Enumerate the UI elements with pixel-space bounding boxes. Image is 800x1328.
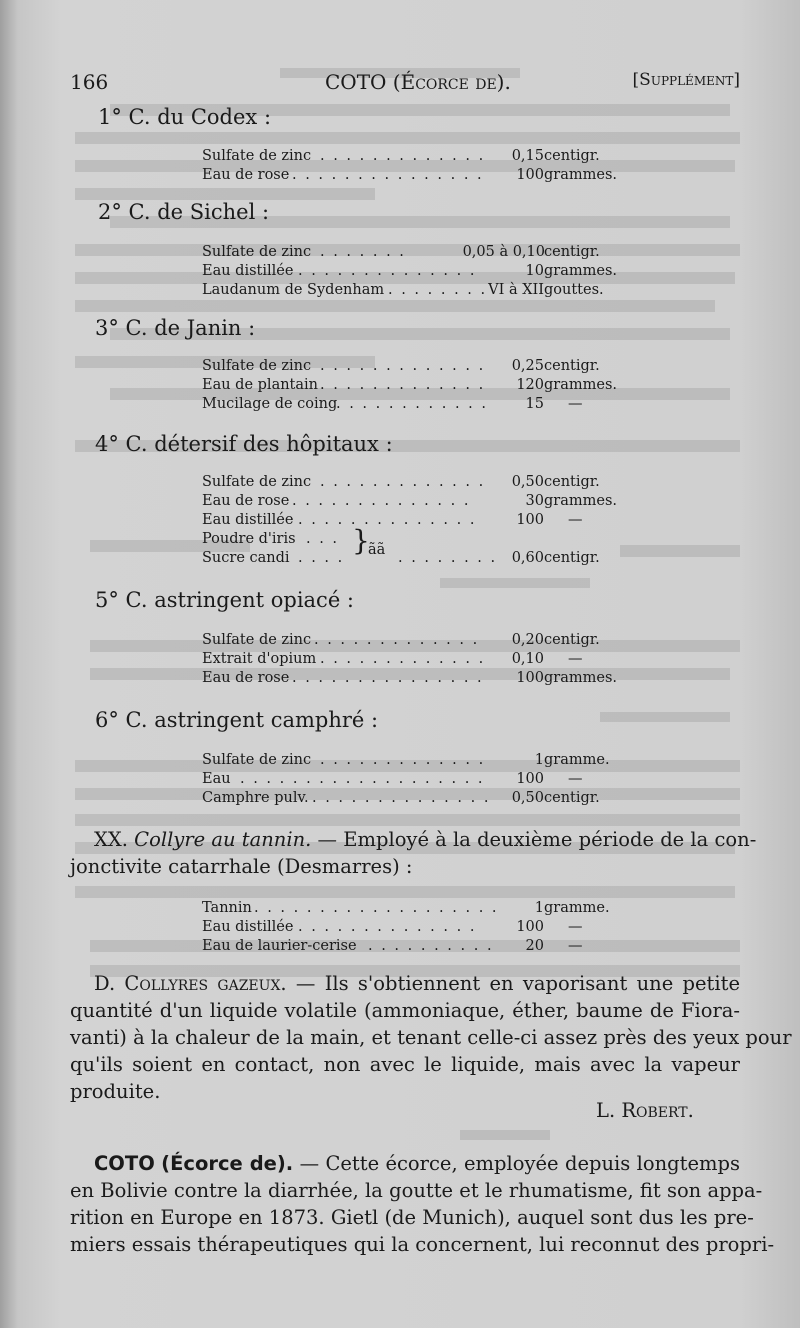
ingredient-qty: 100 <box>516 167 544 183</box>
recipe-row <box>202 166 622 185</box>
recipe-row <box>202 281 642 300</box>
recipe-xx <box>202 899 642 956</box>
ingredient-qty: 0,10 <box>511 651 544 667</box>
ingredient-unit: gramme. <box>544 900 610 916</box>
header-section: [Supplément] <box>632 70 740 90</box>
ingredient-name: Eau distillée <box>202 263 294 279</box>
ingredient-qty: 0,60 <box>511 550 544 566</box>
paragraph-line <box>70 970 740 997</box>
leader-dots: . . . . . . . . . . . . . . . <box>292 670 484 686</box>
ingredient-name: Sucre candi <box>202 550 290 566</box>
leader-dots: . . . . . . . . . . . . . <box>320 358 486 374</box>
leader-dots: . . . . . . . . . . . . . . <box>298 919 477 935</box>
ingredient-unit: grammes. <box>544 493 617 509</box>
ingredient-qty: 10 <box>525 263 544 279</box>
paragraph-line: miers essais thérapeutiques qui la concernent, lui reconnut des propri- <box>70 1233 775 1256</box>
ingredient-qty: 30 <box>525 493 544 509</box>
recipe-row <box>202 789 642 808</box>
section-xx-line-1 <box>70 826 757 853</box>
leader-dots: . . . . . . . . . . . . . . <box>292 493 471 509</box>
section-label: D. Collyres gazeux. <box>94 972 287 995</box>
recipe-heading-1: 1° C. du Codex : <box>98 105 272 129</box>
leader-dots: . . . . . . . . <box>398 550 498 566</box>
ingredient-unit: centigr. <box>544 790 600 806</box>
recipe-1 <box>202 147 622 185</box>
ingredient-name: Extrait d'opium <box>202 651 317 667</box>
ingredient-unit: centigr. <box>544 244 600 260</box>
ingredient-unit: centigr. <box>544 474 600 490</box>
ana-abbreviation: ãã <box>368 542 386 558</box>
leader-dots: . . . . . . . . <box>388 282 488 298</box>
ingredient-qty: 15 <box>525 396 544 412</box>
recipe-row <box>202 770 642 789</box>
recipe-row <box>202 243 642 262</box>
recipe-row <box>202 511 642 530</box>
section-xx-line-2: jonctivite catarrhale (Desmarres) : <box>70 855 413 878</box>
ingredient-name: Laudanum de Sydenham <box>202 282 385 298</box>
paragraph-text: — Ils s'obtiennent en vaporisant une petite <box>295 972 740 995</box>
leader-dots: . . . . . . . . . . . . . . <box>298 263 477 279</box>
ingredient-name: Sulfate de zinc <box>202 752 312 768</box>
ingredient-name: Eau de rose <box>202 670 290 686</box>
ingredient-qty: 100 <box>516 919 544 935</box>
section-label: XX. <box>94 828 128 851</box>
paragraph-line: produite. <box>70 1080 161 1103</box>
ingredient-name: Eau <box>202 771 231 787</box>
recipe-3 <box>202 357 642 414</box>
recipe-heading-6: 6° C. astringent camphré : <box>95 708 379 732</box>
recipe-row <box>202 357 642 376</box>
section-title: Collyre au tannin. <box>134 828 312 851</box>
ingredient-qty: 0,05 à 0,10 <box>462 244 545 260</box>
ingredient-qty: VI à XII <box>488 282 544 298</box>
leader-dots: . . . . . . . . . . . . . . . . . . . <box>254 900 499 916</box>
ingredient-qty: 100 <box>516 670 544 686</box>
recipe-heading-5: 5° C. astringent opiacé : <box>95 588 354 612</box>
recipe-row <box>202 751 642 770</box>
leader-dots: . . . . . . . . . . . . . <box>320 148 486 164</box>
ingredient-name: Eau de rose <box>202 167 290 183</box>
entry-term-qualifier: (Écorce de). <box>161 1152 294 1175</box>
ingredient-name: Eau de laurier-cerise <box>202 938 357 954</box>
section-collyres-gazeux <box>70 970 792 1105</box>
ingredient-name: Tannin <box>202 900 252 916</box>
ingredient-unit: — <box>568 396 583 412</box>
recipe-row <box>202 530 642 549</box>
header-title <box>325 70 511 94</box>
ingredient-unit: centigr. <box>544 632 600 648</box>
ingredient-name: Sulfate de zinc <box>202 244 312 260</box>
recipe-5 <box>202 631 642 688</box>
leader-dots: . . . <box>306 531 340 547</box>
ingredient-unit: — <box>568 651 583 667</box>
ingredient-name: Eau de rose <box>202 493 290 509</box>
ingredient-qty: 1 <box>534 752 544 768</box>
recipe-row <box>202 395 642 414</box>
header-title-paren: (Écorce de). <box>392 70 511 94</box>
ingredient-name: Sulfate de zinc <box>202 474 312 490</box>
leader-dots: . . . . <box>298 550 345 566</box>
ingredient-unit: — <box>568 512 583 528</box>
ingredient-unit: grammes. <box>544 167 617 183</box>
entry-term: COTO <box>94 1152 155 1175</box>
ingredient-name: Eau distillée <box>202 512 294 528</box>
paragraph-line: rition en Europe en 1873. Gietl (de Munich), auquel sont dus les pre- <box>70 1206 754 1229</box>
ingredient-name: Sulfate de zinc <box>202 358 312 374</box>
running-header <box>70 70 740 100</box>
leader-dots: . . . . . . . . . . . . . . <box>298 512 477 528</box>
leader-dots: . . . . . . . . . . . . . . . . . . . <box>240 771 485 787</box>
recipe-heading-4: 4° C. détersif des hôpitaux : <box>95 432 393 456</box>
ingredient-name: Eau de plantain <box>202 377 318 393</box>
ingredient-qty: 120 <box>516 377 544 393</box>
recipe-heading-3: 3° C. de Janin : <box>95 316 256 340</box>
recipe-6 <box>202 751 642 808</box>
header-title-main: COTO <box>325 70 387 94</box>
curly-brace-icon: } <box>352 524 370 557</box>
recipe-row <box>202 631 642 650</box>
ingredient-qty: 0,50 <box>511 474 544 490</box>
ingredient-unit: — <box>568 771 583 787</box>
ingredient-qty: 0,50 <box>511 790 544 806</box>
ingredient-unit: grammes. <box>544 377 617 393</box>
leader-dots: . . . . . . . . . . . . . . <box>312 790 491 806</box>
ingredient-qty: 100 <box>516 512 544 528</box>
section-text: — Employé à la deuxième période de la con- <box>317 828 757 851</box>
paragraph-text: — Cette écorce, employée depuis longtemps <box>299 1152 741 1175</box>
ingredient-qty: 0,20 <box>511 632 544 648</box>
author-signature: L. Robert. <box>596 1099 694 1122</box>
ingredient-name: Sulfate de zinc <box>202 148 312 164</box>
recipe-4 <box>202 473 642 568</box>
leader-dots: . . . . . . . . . . . . <box>336 396 489 412</box>
leader-dots: . . . . . . . <box>320 244 406 260</box>
paragraph-line: quantité d'un liquide volatile (ammoniaque, éther, baume de Fiora- <box>70 999 740 1022</box>
recipe-row <box>202 147 622 166</box>
leader-dots: . . . . . . . . . . <box>368 938 494 954</box>
ingredient-qty: 100 <box>516 771 544 787</box>
leader-dots: . . . . . . . . . . . . . <box>314 632 480 648</box>
ingredient-unit: gouttes. <box>544 282 604 298</box>
recipe-row <box>202 492 642 511</box>
ingredient-unit: grammes. <box>544 263 617 279</box>
recipe-row <box>202 262 642 281</box>
recipe-row <box>202 542 642 568</box>
paragraph-line <box>70 1150 740 1177</box>
ingredient-name: Mucilage de coing <box>202 396 338 412</box>
paragraph-line: qu'ils soient en contact, non avec le liquide, mais avec la vapeur <box>70 1053 740 1076</box>
ingredient-name: Eau distillée <box>202 919 294 935</box>
ingredient-unit: centigr. <box>544 550 600 566</box>
leader-dots: . . . . . . . . . . . . . . . <box>292 167 484 183</box>
recipe-row <box>202 376 642 395</box>
recipe-row <box>202 669 642 688</box>
leader-dots: . . . . . . . . . . . . . <box>320 474 486 490</box>
ingredient-unit: centigr. <box>544 148 600 164</box>
ingredient-qty: 0,25 <box>511 358 544 374</box>
recipe-heading-2: 2° C. de Sichel : <box>98 200 270 224</box>
recipe-row <box>202 650 642 669</box>
recipe-row <box>202 918 642 937</box>
entry-coto <box>70 1150 775 1258</box>
ingredient-unit: centigr. <box>544 358 600 374</box>
recipe-row <box>202 899 642 918</box>
ingredient-unit: — <box>568 938 583 954</box>
ingredient-unit: gramme. <box>544 752 610 768</box>
paragraph-line: en Bolivie contre la diarrhée, la goutte et le rhumatisme, fit son appa- <box>70 1179 763 1202</box>
ingredient-name: Sulfate de zinc <box>202 632 312 648</box>
recipe-row <box>202 937 642 956</box>
paragraph-line: vanti) à la chaleur de la main, et tenant celle-ci assez près des yeux pour <box>70 1026 792 1049</box>
leader-dots: . . . . . . . . . . . . . <box>320 651 486 667</box>
leader-dots: . . . . . . . . . . . . . <box>320 377 486 393</box>
page-number: 166 <box>70 70 109 94</box>
ingredient-qty: 0,15 <box>511 148 544 164</box>
ingredient-unit: — <box>568 919 583 935</box>
recipe-2 <box>202 243 642 300</box>
ingredient-unit: grammes. <box>544 670 617 686</box>
ingredient-name: Camphre pulv. <box>202 790 309 806</box>
ingredient-qty: 1 <box>534 900 544 916</box>
section-xx <box>70 826 757 880</box>
leader-dots: . . . . . . . . . . . . . <box>320 752 486 768</box>
ingredient-name: Poudre d'iris <box>202 531 296 547</box>
recipe-row <box>202 473 642 492</box>
ingredient-qty: 20 <box>525 938 544 954</box>
